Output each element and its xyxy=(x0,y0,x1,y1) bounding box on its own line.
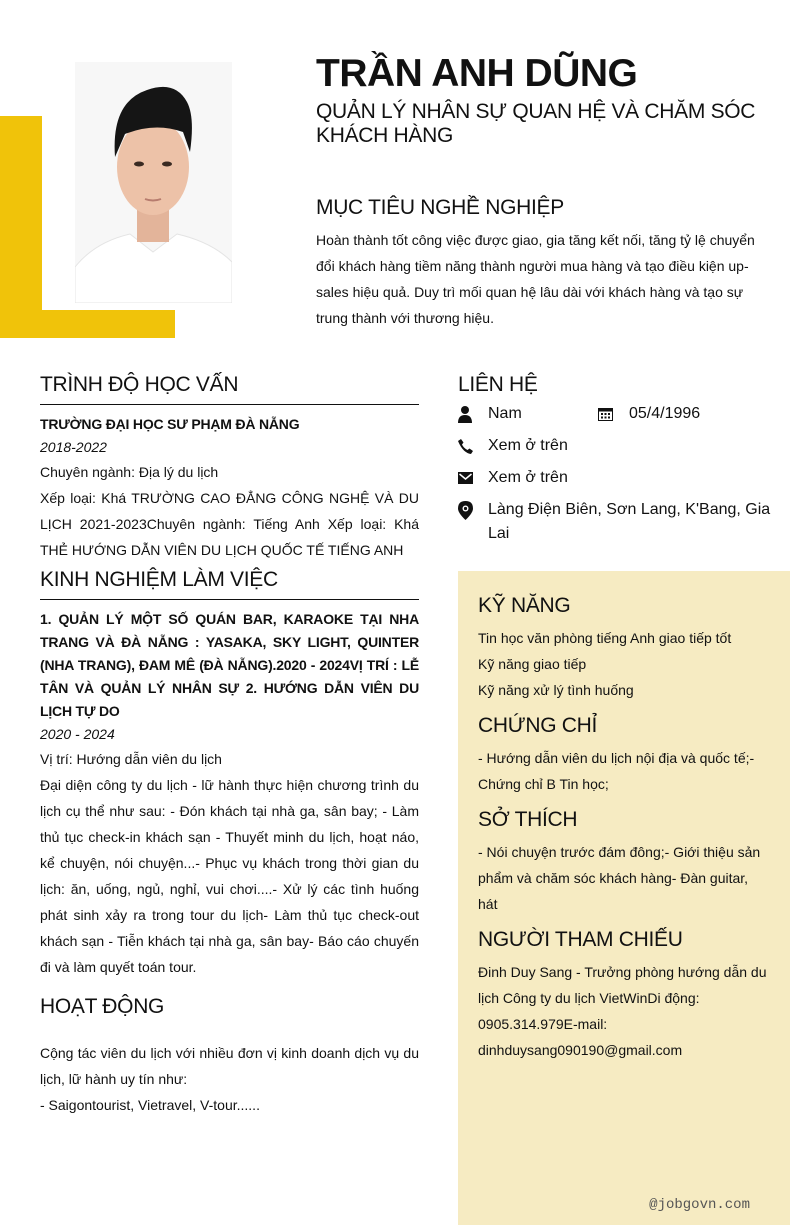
watermark: @jobgovn.com xyxy=(649,1197,750,1213)
envelope-icon xyxy=(458,466,488,490)
skill-item: Tin học văn phòng tiếng Anh giao tiếp tốt xyxy=(478,630,732,646)
left-column xyxy=(40,372,419,1118)
certificates-text: - Hướng dẫn viên du lịch nội địa và quốc tế;- Chứng chỉ B Tin học; xyxy=(478,750,755,792)
objective-title: MỤC TIÊU NGHỀ NGHIỆP xyxy=(316,196,564,219)
skills-section xyxy=(478,593,770,703)
education-period: 2018-2022 xyxy=(40,439,107,455)
contact-gender-row xyxy=(458,402,778,426)
experience-position: Vị trí: Hướng dẫn viên du lịch xyxy=(40,751,222,767)
contact-address-row xyxy=(458,498,778,546)
objective-text: Hoàn thành tốt công việc được giao, gia tăng kết nối, tăng tỷ lệ chuyển đổi khách hàng tiềm năng thành người mua hàng và tạo điều kiện up-sales hiệu quả. Duy trì mối quan hệ lâu dài với khách hàng và tạo sự trung thành với thương hiệu. xyxy=(316,232,755,326)
user-icon xyxy=(458,402,488,426)
education-section xyxy=(40,372,419,563)
skill-item: Kỹ năng xử lý tình huống xyxy=(478,682,634,698)
education-title: TRÌNH ĐỘ HỌC VẤN xyxy=(40,372,419,405)
accent-bar-vertical xyxy=(0,116,42,338)
education-details: Xếp loại: Khá TRƯỜNG CAO ĐẲNG CÔNG NGHỆ VÀ DU LỊCH 2021-2023Chuyên ngành: Tiếng Anh Xếp loại: Khá THẺ HƯỚNG DẪN VIÊN DU LỊCH QUỐC TẾ TIẾNG ANH xyxy=(40,490,419,558)
right-panel xyxy=(458,571,790,1225)
experience-title: KINH NGHIỆM LÀM VIỆC xyxy=(40,567,419,600)
candidate-title: QUẢN LÝ NHÂN SỰ QUAN HỆ VÀ CHĂM SÓC KHÁCH HÀNG xyxy=(316,100,756,147)
hobbies-section xyxy=(478,807,770,917)
hobbies-title: SỞ THÍCH xyxy=(478,808,578,831)
contact-birthday: 05/4/1996 xyxy=(629,405,701,422)
references-text: Đinh Duy Sang - Trưởng phòng hướng dẫn du lịch Công ty du lịch VietWinDi động: 0905.314.979E-mail: dinhduysang090190@gmail.com xyxy=(478,964,767,1058)
map-pin-icon xyxy=(458,498,488,522)
birthday-group xyxy=(598,402,700,426)
experience-heading: 1. QUẢN LÝ MỘT SỐ QUÁN BAR, KARAOKE TẠI NHA TRANG VÀ ĐÀ NẴNG : YASAKA, SKY LIGHT, QUINTER (NHA TRANG), ĐAM MÊ (ĐÀ NẴNG).2020 - 2024VỊ TRÍ : LỄ TÂN VÀ QUẢN LÝ NHÂN SỰ 2. HƯỚNG DẪN VIÊN DU LỊCH TỰ DO xyxy=(40,611,419,719)
references-title: NGƯỜI THAM CHIẾU xyxy=(478,928,683,951)
contact-email[interactable]: Xem ở trên xyxy=(488,469,568,486)
profile-photo xyxy=(75,62,232,303)
contact-gender: Nam xyxy=(488,405,522,422)
activities-title: HOẠT ĐỘNG xyxy=(40,995,165,1018)
contact-phone-row xyxy=(458,434,778,458)
contact-title: LIÊN HỆ xyxy=(458,373,538,396)
portrait-icon xyxy=(75,62,232,303)
hobbies-text: - Nói chuyện trước đám đông;- Giới thiệu sản phẩm và chăm sóc khách hàng- Đàn guitar, hát xyxy=(478,844,761,912)
contact-section xyxy=(458,372,778,554)
candidate-name: TRẦN ANH DŨNG xyxy=(316,52,638,95)
references-section xyxy=(478,927,770,1063)
activities-line2: - Saigontourist, Vietravel, V-tour...... xyxy=(40,1097,260,1113)
objective-section xyxy=(316,195,756,331)
contact-email-row xyxy=(458,466,778,490)
education-school: TRƯỜNG ĐẠI HỌC SƯ PHẠM ĐÀ NẴNG xyxy=(40,416,300,432)
activities-section xyxy=(40,994,419,1118)
skill-item: Kỹ năng giao tiếp xyxy=(478,656,587,672)
skills-title: KỸ NĂNG xyxy=(478,594,571,617)
resume-header xyxy=(316,52,766,148)
accent-bar-horizontal xyxy=(0,310,175,338)
experience-section xyxy=(40,567,419,980)
phone-icon xyxy=(458,434,488,458)
contact-phone[interactable]: Xem ở trên xyxy=(488,437,568,454)
certificates-title: CHỨNG CHỈ xyxy=(478,714,598,737)
certificates-section xyxy=(478,713,770,797)
experience-description: Đại diện công ty du lịch - lữ hành thực hiện chương trình du lịch cụ thể như sau: - Đón khách tại nhà ga, sân bay; - Làm thủ tục check-in khách sạn - Thuyết minh du lịch, hoạt náo, kể chuyện, nói chuyện...- Phục vụ khách trong thời gian du lịch: ăn, uống, ngủ, nghỉ, vui chơi....- Xử lý các tình huống phát sinh xảy ra trong tour du lịch- Làm thủ tục check-out khách sạn - Tiễn khách tại nhà ga, sân bay- Báo cáo chuyến đi và làm quyết toán tour. xyxy=(40,777,419,975)
contact-address: Làng Điện Biên, Sơn Lang, K'Bang, Gia Lai xyxy=(488,501,771,542)
activities-line1: Cộng tác viên du lịch với nhiều đơn vị kinh doanh dịch vụ du lịch, lữ hành uy tín như: xyxy=(40,1045,419,1087)
education-major: Chuyên ngành: Địa lý du lịch xyxy=(40,464,219,480)
calendar-icon xyxy=(598,407,629,421)
experience-period: 2020 - 2024 xyxy=(40,726,115,742)
